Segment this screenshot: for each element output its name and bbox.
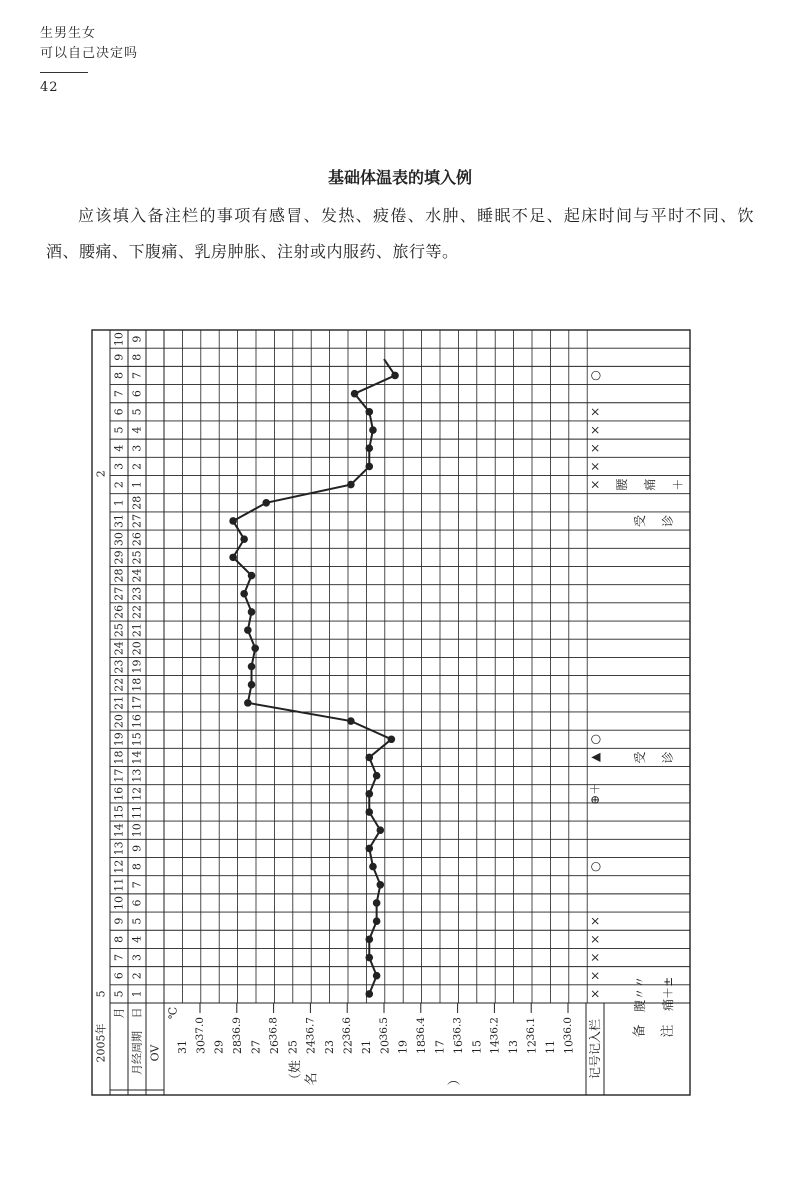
cycle-day-label: 24 [130,568,144,583]
temperature-point [369,863,377,871]
temperature-label: 37.0 [194,1017,206,1041]
temperature-point [240,535,248,543]
date-label: 24 [112,641,126,656]
ov-scale-label: 25 [286,1040,300,1054]
cycle-day-label: 1 [130,481,144,489]
temperature-label: 36.2 [488,1017,501,1041]
cycle-day-label: 11 [130,805,144,820]
remark-text: 腹〃〃 [633,975,647,1012]
temperature-label: 36.1 [525,1017,538,1041]
temperature-point [347,717,355,725]
day-header: 日 [130,1007,144,1019]
record-symbol: × [588,934,602,945]
record-symbol: × [588,406,602,417]
temperature-point [391,372,399,380]
ov-scale-label: 16 [451,1040,465,1054]
record-column-label: 记号记入栏 [588,1018,602,1080]
remarks-label: 备 [632,1024,648,1038]
temperature-point [365,808,373,816]
cycle-day-label: 2 [130,462,144,470]
ov-scale-label: 22 [341,1040,355,1054]
cycle-day-label: 3 [130,954,144,962]
temperature-point [365,845,373,853]
date-label: 30 [112,532,126,547]
ov-scale-label: 23 [323,1040,337,1054]
date-label: 22 [112,677,126,692]
temperature-point [365,444,373,452]
date-label: 16 [112,786,126,801]
cycle-day-label: 17 [130,695,144,710]
month-label: 5 [94,990,108,998]
record-symbol: × [588,970,602,981]
temperature-point [373,972,381,980]
temperature-point [248,608,256,616]
cycle-day-label: 16 [130,714,144,729]
cycle-day-label: 8 [130,353,144,361]
ov-scale-label: 13 [507,1040,521,1054]
record-symbol: × [588,988,602,999]
cycle-day-label: 7 [130,371,144,379]
date-label: 9 [112,917,126,925]
temperature-point [373,899,381,907]
ov-scale-label: 20 [378,1040,392,1054]
cycle-day-label: 20 [130,641,144,656]
name-label: （姓 [288,1059,304,1087]
date-label: 10 [112,332,126,347]
cycle-day-label: 25 [130,550,144,565]
date-label: 6 [112,972,126,980]
temperature-label: 36.6 [341,1017,354,1041]
remark-text: 痛 [643,478,657,491]
remarks-label: 注 [660,1024,676,1038]
cycle-day-label: 18 [130,677,144,692]
cycle-day-label: 23 [130,586,144,601]
record-symbol: × [588,443,602,454]
date-label: 8 [112,371,126,379]
ov-scale-label: 10 [562,1040,576,1054]
cycle-day-label: 3 [130,444,144,452]
temperature-point [244,626,252,634]
date-label: 31 [112,513,126,528]
temperature-label: 36.9 [230,1017,243,1041]
date-label: 17 [112,768,126,783]
date-label: 21 [112,695,126,710]
record-symbol: × [588,461,602,472]
cycle-day-label: 1 [130,990,144,998]
cycle-day-label: 10 [130,823,144,838]
temperature-point [248,681,256,689]
date-label: 28 [112,568,126,583]
temperature-label: 36.7 [304,1017,317,1041]
date-label: 9 [112,353,126,361]
cycle-day-label: 14 [130,750,144,765]
cycle-day-label: 19 [130,659,144,674]
date-label: 1 [112,499,126,507]
ov-scale-label: 30 [194,1040,208,1054]
date-label: 7 [112,390,126,398]
cycle-day-label: 2 [130,972,144,980]
ov-scale-label: 19 [396,1040,410,1054]
cycle-day-label: 21 [130,623,144,638]
ov-scale-label: 17 [433,1040,447,1054]
page-number: 42 [40,80,59,95]
series-title-line-1: 生男生女 [40,26,97,41]
ov-scale-label: 29 [212,1040,226,1054]
date-label: 27 [112,586,126,601]
temperature-point [365,936,373,944]
temperature-point [365,408,373,416]
ov-scale-label: 24 [304,1040,318,1054]
temperature-curve [233,359,395,994]
temperature-label: 36.3 [451,1017,464,1041]
temperature-point [369,426,377,434]
cycle-day-label: 22 [130,604,144,619]
date-label: 20 [112,714,126,729]
date-label: 2 [112,481,126,489]
section-heading: 基础体温表的填入例 [327,168,472,187]
temperature-point [377,826,385,834]
date-label: 10 [112,895,126,910]
date-label: 19 [112,732,126,747]
month-header: 月 [112,1007,126,1019]
remark-text: 受 [633,514,647,527]
temperature-label: 36.0 [562,1017,574,1041]
temperature-point [351,390,359,398]
date-label: 5 [112,990,126,998]
ov-scale-label: 15 [470,1040,484,1054]
temperature-point [373,772,381,780]
cycle-day-label: 26 [130,532,144,547]
record-symbol: ⊕＋ [588,782,602,805]
record-symbol: × [588,425,602,436]
temperature-point [229,517,237,525]
date-label: 25 [112,623,126,638]
record-symbol: ○ [588,861,602,872]
cycle-day-label: 7 [130,881,144,889]
temperature-point [229,554,237,562]
ov-scale-label: 31 [175,1040,189,1054]
temperature-point [262,499,270,507]
cycle-day-label: 9 [130,335,144,343]
ov-scale-label: 28 [231,1040,245,1054]
date-label: 5 [112,426,126,434]
date-label: 12 [112,859,126,874]
ov-scale-label: 11 [543,1040,557,1054]
record-symbol: × [588,952,602,963]
date-label: 29 [112,550,126,565]
temperature-point [244,699,252,707]
ov-scale-label: 27 [249,1040,263,1054]
temperature-point [377,881,385,889]
temperature-point [373,917,381,925]
date-label: 6 [112,408,126,416]
temperature-point [251,645,259,653]
record-symbol: ▲ [588,752,602,763]
cycle-day-label: 13 [130,768,144,783]
celsius-label: ℃ [166,1006,180,1020]
ov-scale-label: 12 [525,1040,539,1054]
remark-text: 受 [633,751,647,764]
temperature-point [365,463,373,471]
cycle-day-label: 15 [130,732,144,747]
cycle-day-label: 9 [130,844,144,852]
date-label: 11 [112,877,126,892]
date-label: 3 [112,462,126,470]
date-label: 26 [112,604,126,619]
record-symbol: ○ [588,734,602,745]
cycle-header: 月经周期 [130,1031,144,1075]
date-label: 23 [112,659,126,674]
date-label: 13 [112,841,126,856]
temperature-label: 36.8 [267,1017,280,1041]
cycle-day-label: 12 [130,786,144,801]
temperature-label: 36.5 [378,1017,390,1041]
name-label: ） [447,1072,463,1086]
temperature-point [365,990,373,998]
date-label: 18 [112,750,126,765]
temperature-point [365,954,373,962]
date-label: 4 [112,444,126,452]
date-label: 15 [112,805,126,820]
ov-scale-label: 18 [415,1040,429,1054]
date-label: 7 [112,954,126,962]
cycle-day-label: 4 [130,426,144,434]
temperature-point [248,572,256,580]
ov-label: OV [148,1044,162,1062]
record-symbol: ○ [588,370,602,381]
ov-scale-label: 14 [488,1040,502,1054]
remark-text: 痛＋± [661,976,675,1011]
cycle-day-label: 6 [130,899,144,907]
cycle-day-label: 5 [130,917,144,925]
remark-text: 诊 [661,751,675,764]
temperature-point [365,790,373,798]
body-paragraph: 应该填入备注栏的事项有感冒、发热、疲倦、水肿、睡眠不足、起床时间与平时不同、饮酒、腰痛、下腹痛、乳房肿胀、注射或内服药、旅行等。 [46,206,754,261]
remark-text: 诊 [661,514,675,527]
cycle-day-label: 6 [130,390,144,398]
ov-scale-label: 21 [359,1040,373,1054]
temperature-label: 36.4 [414,1017,427,1041]
date-label: 14 [112,823,126,838]
cycle-day-label: 5 [130,408,144,416]
series-title-line-2: 可以自己决定吗 [40,46,139,61]
cycle-day-label: 4 [130,935,144,943]
name-label: 名 [304,1072,320,1086]
temperature-point [388,735,396,743]
cycle-day-label: 27 [130,513,144,528]
cycle-day-label: 8 [130,863,144,871]
month-label: 2 [94,470,108,478]
record-symbol: × [588,479,602,490]
remark-text: ＋ [671,478,685,491]
cycle-day-label: 28 [130,495,144,510]
ov-scale-label: 26 [267,1040,281,1054]
temperature-point [240,590,248,598]
remark-text: 腰 [615,478,629,491]
record-symbol: × [588,916,602,927]
date-label: 8 [112,935,126,943]
temperature-point [248,663,256,671]
temperature-point [347,481,355,489]
year-label: 2005年 [94,1023,108,1063]
temperature-point [365,754,373,762]
